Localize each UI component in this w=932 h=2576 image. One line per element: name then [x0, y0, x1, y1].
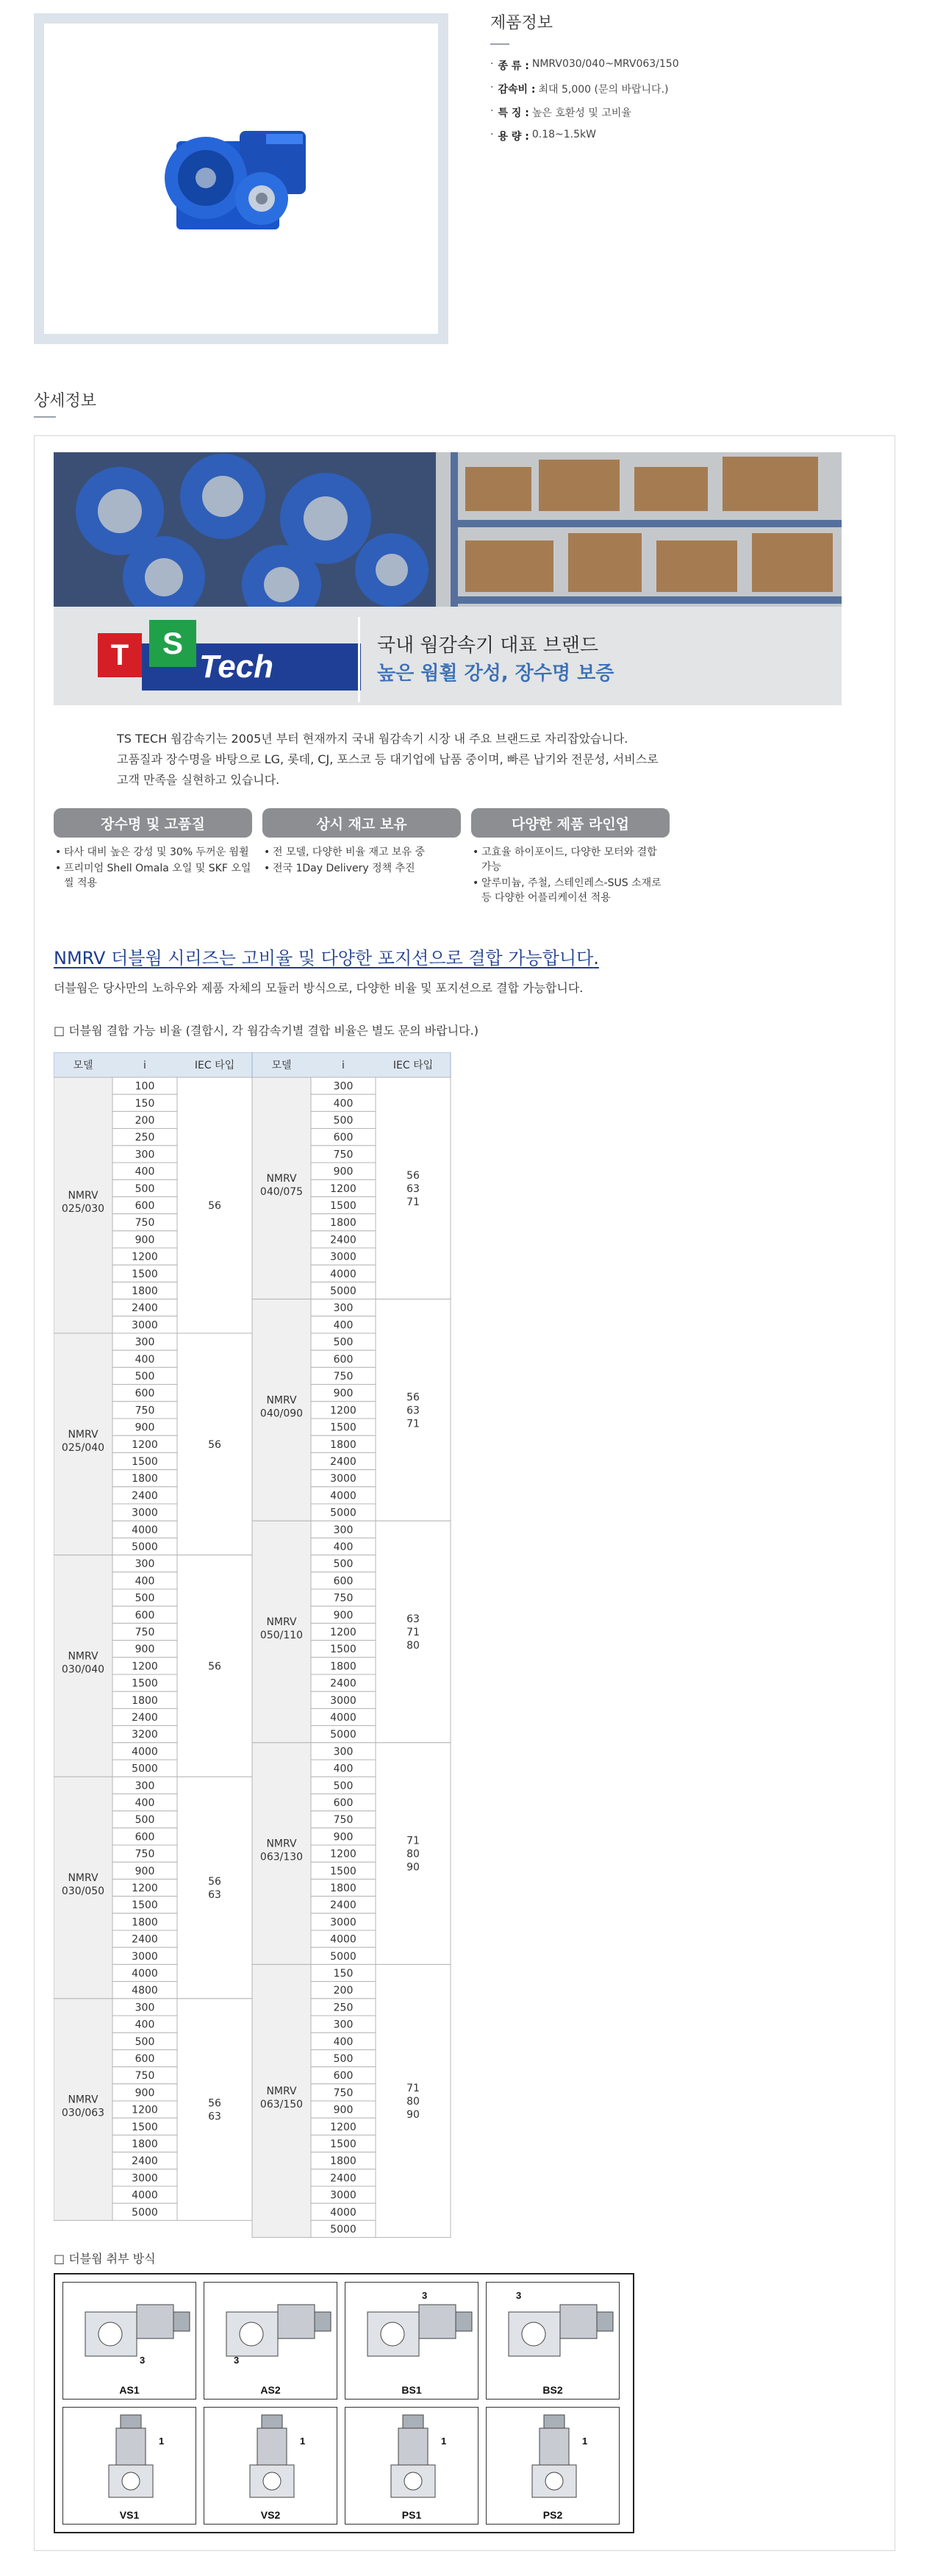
mounting-cell-as1 [62, 2282, 196, 2400]
ratio-value: 750 [333, 1149, 354, 1161]
ratio-value: 400 [135, 2019, 155, 2031]
model-name: 025/040 [61, 1441, 105, 1454]
ratio-value: 500 [333, 1558, 354, 1571]
model-name: NMRV [68, 1428, 98, 1441]
ratio-value: 500 [333, 1336, 354, 1349]
ratio-value: 400 [333, 2036, 354, 2048]
ratio-value: 900 [135, 1865, 155, 1877]
brand-slogan: 높은 웜휠 강성, 장수명 보증 [377, 663, 614, 685]
ratio-value: 600 [333, 1132, 354, 1144]
ratio-value: 1500 [330, 1865, 356, 1877]
iec-value: 56 [208, 1200, 221, 1212]
ratio-value: 500 [135, 1592, 155, 1605]
mounting-code: VS2 [260, 2509, 281, 2521]
iec-value: 80 [406, 1848, 420, 1860]
mounting-cell-ps2 [486, 2407, 620, 2525]
ratio-value: 400 [333, 1763, 354, 1775]
gearbox-drawing-icon [345, 2408, 479, 2525]
ratio-value: 900 [333, 1831, 354, 1844]
ratio-value: 1500 [132, 1456, 158, 1468]
ratio-value: 1200 [330, 1405, 356, 1417]
iec-value: 63 [406, 1613, 420, 1625]
ratio-value: 1200 [330, 1627, 356, 1638]
iec-value: 80 [406, 1640, 420, 1652]
ratio-value: 200 [333, 1985, 354, 1997]
ratio-value: 600 [333, 2070, 354, 2083]
gearbox-drawing-icon [204, 2283, 338, 2400]
ratio-value: 5000 [330, 1285, 356, 1297]
position-tag: 1 [300, 2436, 306, 2447]
ratio-value: 1800 [330, 2155, 356, 2168]
iec-value: 56 [208, 1438, 221, 1451]
ratio-value: 5000 [132, 1541, 158, 1553]
ratio-value: 5000 [330, 1507, 356, 1519]
ratio-value: 1800 [330, 1217, 356, 1230]
ratio-value: 2400 [132, 2155, 158, 2168]
ratio-value: 2400 [330, 1234, 356, 1246]
position-tag: 3 [234, 2355, 240, 2366]
ratio-value: 500 [135, 1182, 155, 1195]
ratio-value: 1200 [330, 1848, 356, 1860]
ratio-value: 1800 [132, 1473, 158, 1485]
model-name: 030/050 [61, 1885, 105, 1897]
iec-value: 90 [406, 1861, 420, 1874]
ratio-value: 900 [333, 1609, 354, 1621]
ratio-value: 300 [333, 2019, 354, 2031]
iec-value: 56 [208, 1876, 221, 1888]
iec-value: 90 [406, 2109, 420, 2121]
ratio-value: 2400 [132, 1490, 158, 1502]
spec-row-capacity: · 용 량 : 0.18~1.5kW [490, 129, 596, 143]
ratio-value: 300 [333, 1302, 354, 1315]
ratio-value: 4000 [330, 2206, 356, 2219]
ratio-value: 3000 [132, 2172, 158, 2185]
ratio-value: 2400 [132, 1933, 158, 1946]
feature-title: 다양한 제품 라인업 [471, 808, 670, 838]
ratio-value: 600 [135, 2053, 155, 2065]
ratio-value: 200 [135, 1115, 155, 1127]
table-header-cell: IEC 타입 [392, 1060, 434, 1071]
ratio-value: 300 [135, 1558, 155, 1571]
ratio-value: 900 [135, 1421, 155, 1434]
spec-row-feature: · 특 징 : 높은 호환성 및 고비율 [490, 105, 631, 119]
ratio-value: 1200 [132, 2104, 158, 2116]
mounting-cell-as2 [204, 2282, 337, 2400]
iec-cell [177, 1777, 252, 1999]
iec-value: 63 [208, 2111, 221, 2123]
ratio-value: 1500 [132, 1268, 158, 1280]
model-name: NMRV [68, 1190, 98, 1202]
ratio-value: 300 [333, 1080, 354, 1093]
model-name: NMRV [68, 1650, 98, 1663]
ratio-value: 500 [135, 1814, 155, 1827]
ratio-value: 1500 [132, 2121, 158, 2133]
ratio-value: 750 [333, 1814, 354, 1827]
ratio-value: 2400 [132, 1712, 158, 1724]
ratio-value: 250 [333, 2002, 354, 2014]
ratio-value: 400 [135, 1166, 155, 1178]
ratio-value: 4000 [330, 1712, 356, 1724]
brand-divider [358, 617, 360, 702]
ratio-value: 3000 [330, 1473, 356, 1485]
ratio-value: 1500 [330, 2138, 356, 2150]
ratio-value: 3000 [132, 1507, 158, 1519]
mounting-cell-bs2 [486, 2282, 620, 2400]
ratio-value: 5000 [330, 2224, 356, 2236]
ratio-value: 4000 [132, 2189, 158, 2202]
iec-value: 63 [208, 1889, 221, 1901]
model-name: 040/075 [259, 1185, 304, 1198]
ratio-table [54, 1052, 465, 2244]
ratio-value: 2400 [330, 2172, 356, 2185]
iec-value: 56 [406, 1391, 420, 1404]
ratio-value: 3000 [132, 1319, 158, 1332]
gearbox-drawing-icon [63, 2408, 197, 2525]
ratio-value: 1500 [330, 1644, 356, 1656]
model-name: NMRV [266, 1838, 297, 1850]
ratio-value: 1200 [330, 2121, 356, 2133]
ratio-value: 600 [135, 1831, 155, 1844]
mounting-cell-vs1 [62, 2407, 196, 2525]
ratio-value: 1200 [132, 1251, 158, 1263]
mounting-label: □ 더블웜 취부 방식 [54, 2252, 156, 2266]
iec-value: 63 [406, 1182, 420, 1195]
mounting-code: AS2 [260, 2384, 281, 2396]
ratio-value: 1800 [132, 1694, 158, 1707]
ratio-value: 1200 [132, 1438, 158, 1451]
mounting-code: BS2 [542, 2384, 563, 2396]
ratio-value: 4000 [132, 1968, 158, 1980]
model-name: 063/130 [259, 1851, 304, 1863]
iec-value: 56 [406, 1169, 420, 1182]
mounting-code: BS1 [401, 2384, 422, 2396]
ratio-value: 300 [135, 1149, 155, 1161]
feature-card-quality: 장수명 및 고품질 • 타사 대비 높은 강성 및 30% 두꺼운 웜휠 • 프리미엄 Shell Omala 오일 및 SKF 오일씰 적용 [54, 808, 252, 892]
ratio-value: 5000 [132, 1763, 158, 1775]
ratio-value: 2400 [132, 1302, 158, 1315]
ratio-value: 3200 [132, 1729, 158, 1741]
ratio-value: 5000 [132, 2206, 158, 2219]
nmrv-series-heading: NMRV 더블웜 시리즈는 고비율 및 다양한 포지션으로 결합 가능합니다. [54, 948, 599, 968]
iec-value: 71 [406, 1627, 420, 1638]
ratio-value: 400 [135, 1353, 155, 1366]
spec-row-ratio: · 감속비 : 최대 5,000 (문의 바랍니다.) [490, 82, 669, 96]
ratio-value: 5000 [330, 1950, 356, 1963]
product-image-frame [34, 13, 448, 344]
ratio-value: 150 [135, 1097, 155, 1110]
model-name: 050/110 [259, 1630, 304, 1641]
ratio-value: 250 [135, 1132, 155, 1144]
company-intro: TS TECH 웜감속기는 2005년 부터 현재까지 국내 웜감속기 시장 내 주요 브랜드로 자리잡았습니다. 고품질과 장수명을 바탕으로 LG, 롯데, CJ, 포스코 등 대기업에 납품 중이며, 빠른 납기와 전문성, 서비스로 고객 만족을 실현하고 있습니다. [117, 732, 659, 787]
ratio-value: 500 [333, 1780, 354, 1792]
product-info-panel [490, 10, 902, 152]
model-name: NMRV [68, 1872, 98, 1884]
model-name: NMRV [266, 2086, 297, 2097]
ratio-value: 300 [135, 2002, 155, 2014]
position-tag: 1 [582, 2436, 588, 2447]
ratio-value: 750 [135, 1217, 155, 1230]
mounting-code: VS1 [119, 2509, 140, 2521]
ratio-value: 3000 [330, 1694, 356, 1707]
ratio-value: 3000 [132, 1950, 158, 1963]
mounting-code: PS2 [542, 2509, 563, 2521]
ratio-value: 4000 [330, 1268, 356, 1280]
ratio-value: 400 [333, 1319, 354, 1332]
position-tag: 1 [159, 2436, 165, 2447]
gearbox-drawing-icon [63, 2283, 197, 2400]
ratio-value: 1800 [330, 1660, 356, 1673]
detail-section-title: 상세정보 [34, 392, 97, 410]
title-underline [34, 416, 56, 418]
product-info-title: 제품정보 [490, 14, 553, 32]
gearbox-drawing-icon [487, 2283, 620, 2400]
ratio-value: 600 [135, 1609, 155, 1621]
gearbox-drawing-icon [204, 2408, 338, 2525]
ratio-value: 750 [135, 1848, 155, 1860]
ratio-value: 4800 [132, 1985, 158, 1997]
mounting-diagram-grid [54, 2273, 634, 2533]
iec-value: 56 [208, 1660, 221, 1673]
model-name: 040/090 [259, 1407, 304, 1420]
feature-card-stock: 상시 재고 보유 • 전 모델, 다양한 비율 재고 보유 중 • 전국 1Day Delivery 정책 추진 [262, 808, 461, 877]
ratio-value: 1800 [330, 1883, 356, 1894]
model-name: 030/063 [61, 2107, 105, 2119]
ratio-value: 400 [135, 1797, 155, 1809]
model-name: NMRV [68, 2094, 98, 2106]
model-name: 025/030 [61, 1203, 105, 1215]
table-header-cell: 모델 [73, 1060, 93, 1071]
brand-tagline: 국내 웜감속기 대표 브랜드 [377, 635, 599, 657]
ratio-value: 600 [333, 1797, 354, 1809]
ratio-value: 900 [333, 1166, 354, 1178]
warehouse-banner-image [54, 452, 842, 607]
ratio-value: 1800 [132, 2138, 158, 2150]
ratio-value: 750 [135, 1405, 155, 1417]
ratio-value: 1800 [132, 1916, 158, 1929]
ratio-value: 750 [135, 2070, 155, 2083]
ratio-value: 300 [135, 1780, 155, 1792]
mounting-cell-bs1 [345, 2282, 478, 2400]
ratio-value: 150 [333, 1968, 354, 1980]
ratio-value: 1200 [330, 1182, 356, 1195]
feature-title: 상시 재고 보유 [262, 808, 461, 838]
mounting-code: PS1 [401, 2509, 422, 2521]
ratio-value: 400 [333, 1541, 354, 1553]
logo-tech: Tech [142, 643, 361, 691]
ratio-value: 2400 [330, 1456, 356, 1468]
feature-card-lineup: 다양한 제품 라인업 • 고효율 하이포이드, 다양한 모터와 결합 가능 • 알루미늄, 주철, 스테인레스-SUS 소재로 등 다양한 어플리케이션 적용 [471, 808, 670, 907]
table-header-cell: i [143, 1060, 146, 1071]
iec-value: 56 [208, 2097, 221, 2110]
ratio-value: 4000 [132, 1746, 158, 1758]
model-name: 063/150 [259, 2099, 304, 2111]
worm-gearbox-image [44, 24, 438, 334]
ratio-value: 900 [333, 2104, 354, 2116]
iec-value: 71 [406, 1196, 420, 1208]
ratio-value: 1800 [132, 1285, 158, 1297]
logo-s: S [149, 620, 196, 667]
ratio-value: 600 [135, 1388, 155, 1400]
model-name: 030/040 [61, 1663, 105, 1676]
ratio-value: 2400 [330, 1677, 356, 1690]
ratio-value: 400 [333, 1097, 354, 1110]
ratio-value: 750 [135, 1627, 155, 1638]
gearbox-drawing-icon [487, 2408, 620, 2525]
ratio-value: 500 [333, 1115, 354, 1127]
ratio-value: 900 [135, 2087, 155, 2099]
ratio-value: 500 [333, 2053, 354, 2065]
iec-value: 71 [406, 2083, 420, 2094]
table-header-cell: 모델 [271, 1060, 292, 1071]
position-tag: 3 [516, 2290, 522, 2301]
position-tag: 3 [140, 2355, 146, 2366]
ratio-value: 750 [333, 2087, 354, 2099]
position-tag: 1 [441, 2436, 447, 2447]
ratio-value: 1500 [132, 1677, 158, 1690]
ratio-value: 300 [333, 1524, 354, 1536]
ratio-value: 1200 [132, 1660, 158, 1673]
ratio-value: 600 [135, 1200, 155, 1212]
spec-row-type: · 종 류 : NMRV030/040~MRV063/150 [490, 58, 679, 72]
model-name: NMRV [266, 1616, 297, 1628]
ratio-value: 4000 [132, 1524, 158, 1536]
ratio-value: 300 [333, 1746, 354, 1758]
ratio-value: 900 [333, 1388, 354, 1400]
product-image[interactable] [44, 24, 438, 334]
nmrv-series-description: 더블웜은 당사만의 노하우와 제품 자체의 모듈러 방식으로, 다양한 비율 및 포지션으로 결합 가능합니다. [54, 981, 584, 995]
logo-t: T [98, 633, 142, 677]
feature-title: 장수명 및 고품질 [54, 808, 252, 838]
ratio-value: 4000 [330, 1933, 356, 1946]
ratio-value: 5000 [330, 1729, 356, 1741]
model-name: NMRV [266, 1394, 297, 1407]
ratio-value: 600 [333, 1353, 354, 1366]
iec-value: 80 [406, 2096, 420, 2108]
position-tag: 3 [422, 2290, 428, 2301]
iec-value: 71 [406, 1835, 420, 1847]
ratio-value: 500 [135, 1371, 155, 1382]
table-header-cell: IEC 타입 [194, 1060, 235, 1071]
ratio-value: 4000 [330, 1490, 356, 1502]
mounting-cell-vs2 [204, 2407, 337, 2525]
ratio-value: 600 [333, 1575, 354, 1588]
ratio-value: 900 [135, 1644, 155, 1656]
ratio-value: 400 [135, 1575, 155, 1588]
table-header-cell: i [342, 1060, 345, 1071]
ratio-value: 3000 [330, 1916, 356, 1929]
ratio-value: 750 [333, 1592, 354, 1605]
title-underline [490, 43, 509, 45]
ratio-value: 1500 [330, 1200, 356, 1212]
mounting-code: AS1 [119, 2384, 140, 2396]
ratio-table-label: □ 더블웜 결합 가능 비율 (결합시, 각 웜감속기별 결합 비율은 별도 문의 바랍니다.) [54, 1024, 478, 1038]
model-name: NMRV [266, 1172, 297, 1185]
detail-content [34, 435, 895, 2551]
ratio-value: 900 [135, 1234, 155, 1246]
ratio-value: 100 [135, 1080, 155, 1093]
ratio-value: 1500 [330, 1421, 356, 1434]
ratio-value: 2400 [330, 1899, 356, 1912]
ratio-value: 500 [135, 2036, 155, 2048]
ratio-value: 3000 [330, 1251, 356, 1263]
ratio-value: 1800 [330, 1438, 356, 1451]
ratio-value: 1500 [132, 1899, 158, 1912]
ratio-value: 300 [135, 1336, 155, 1349]
mounting-cell-ps1 [345, 2407, 478, 2525]
iec-value: 63 [406, 1405, 420, 1417]
ratio-value: 3000 [330, 2189, 356, 2202]
iec-value: 71 [406, 1418, 420, 1430]
gearbox-drawing-icon [345, 2283, 479, 2400]
ratio-value: 750 [333, 1371, 354, 1382]
ratio-value: 1200 [132, 1883, 158, 1894]
